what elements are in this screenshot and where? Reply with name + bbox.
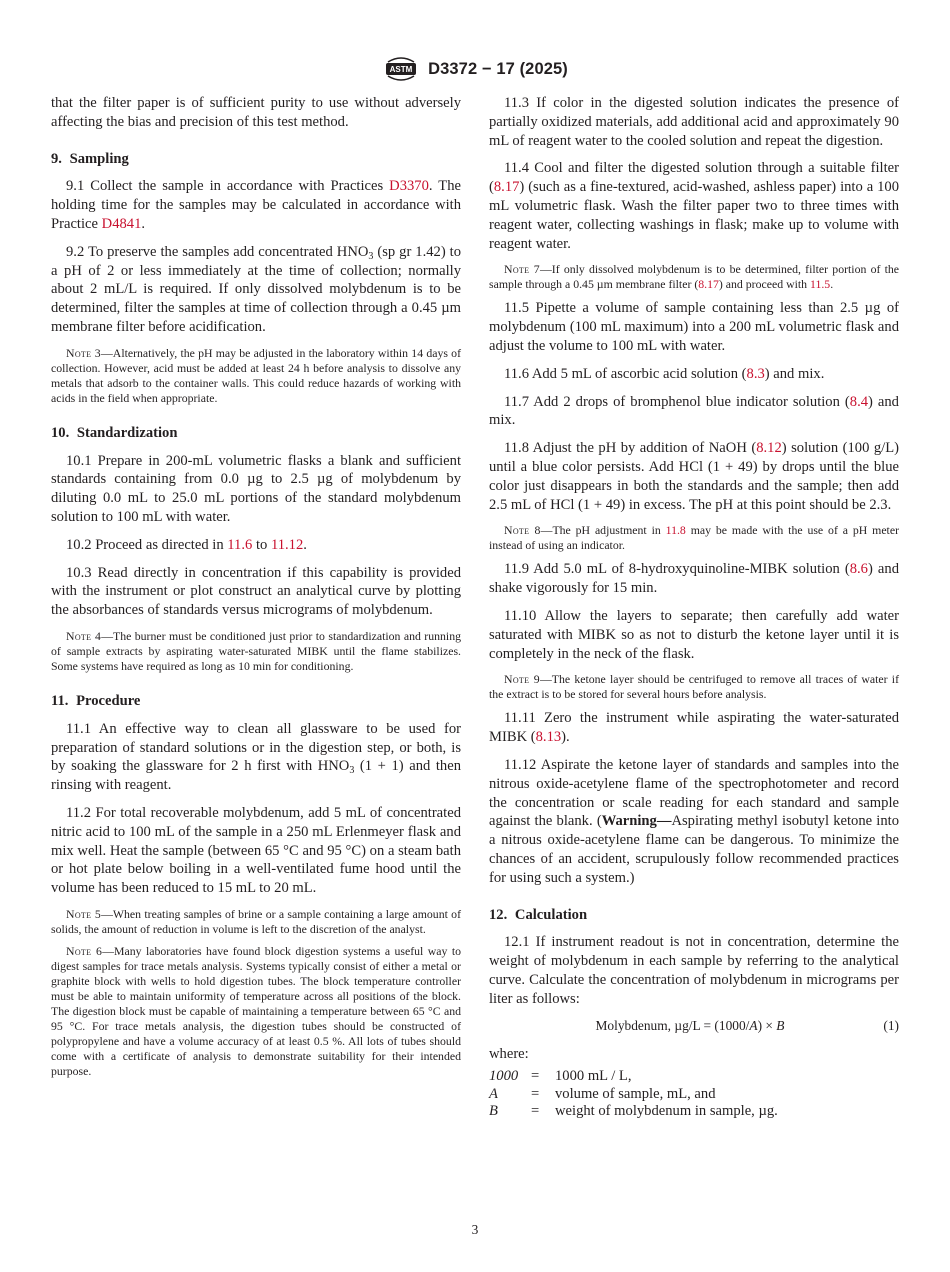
- paragraph-11-4: 11.4 Cool and filter the digested solution through a suitable filter (8.17) (such as a fine-textured, acid-washed, ashless paper) into a 100 mL volumetric flask. Wash the filter paper two to three times with reagent water, collecting washings in flask; make up to volume with reagent water.: [489, 160, 899, 252]
- ref-link-8-12[interactable]: 8.12: [756, 440, 782, 457]
- definition-list: [489, 1068, 899, 1121]
- definition-row: A = volume of sample, mL, and: [489, 1085, 716, 1102]
- note-6: Note 6—Many laboratories have found block digestion systems a useful way to digest samples for trace metals analysis. Systems typically consist of either a metal or graphite block with wells to hold digestion tubes. The block temperature controller must be able to maintain uniformity of temperature across all positions of the block. The digestion block must be capable of maintaining a temperature between 65 °C and 95 °C. For trace metals analysis, the digestion tubes should be constructed of polypropylene and have a volume accuracy of at least 0.5 %. All lots of tubes should come with a certificate of analysis to demonstrate suitability for their intended purpose.: [51, 943, 461, 1078]
- equation-1: Molybdenum, µg/L = (1000/A) × B (1): [489, 1017, 899, 1037]
- ref-link-8-6[interactable]: 8.6: [849, 561, 868, 578]
- section-heading-sampling: 9. Sampling: [51, 150, 129, 167]
- ref-link-11-12[interactable]: 11.12: [270, 536, 304, 553]
- page-header: [0, 52, 950, 86]
- ref-link-8-13[interactable]: 8.13: [535, 729, 562, 746]
- ref-link-d3370[interactable]: D3370: [389, 178, 429, 195]
- note-7: Note 7—If only dissolved molybdenum is to be determined, filter portion of the sample through a 0.45 µm membrane filter (8.17) and proceed with 11.5.: [489, 262, 899, 292]
- ref-link-8-4[interactable]: 8.4: [849, 393, 869, 410]
- page-number: 3: [471, 1222, 479, 1237]
- section-heading-calculation: 12. Calculation: [489, 906, 588, 923]
- section-heading-procedure: 11. Procedure: [51, 692, 141, 709]
- paragraph-10-1: 10.1 Prepare in 200-mL volumetric flasks a blank and sufficient standards containing from 0.0 µg to 2.5 µg of molybdenum by diluting 0.0 mL to 25.0 mL portions of the standard molybdenum solution to 100 mL with water.: [51, 452, 461, 525]
- warning-label: Warning—: [601, 813, 672, 830]
- ref-link-8-17[interactable]: 8.17: [698, 277, 719, 292]
- paragraph-10-3: 10.3 Read directly in concentration if this capability is provided with the instrument or plot construct an analytical curve by plotting the absorbances of standards versus micrograms of molybdenum.: [51, 564, 461, 619]
- ref-link-11-6[interactable]: 11.6: [227, 536, 253, 553]
- ref-link-8-3[interactable]: 8.3: [746, 365, 765, 382]
- left-column: [51, 94, 461, 1086]
- paragraph-11-12: 11.12 Aspirate the ketone layer of standards and samples into the nitrous oxide-acetylene flame of the spectrophotometer and record the concentration or scale reading for each standard and sample against the blank. (Warning—Aspirating methyl isobutyl ketone into a nitrous oxide-acetylene flame can be dangerous. To minimize the chances of an accident, scrupulously follow recommended practices for using such a system.): [489, 756, 899, 886]
- paragraph-11-3: 11.3 If color in the digested solution indicates the presence of partially oxidized materials, add additional acid and approximately 90 mL of reagent water to the cooled solution and repeat the digestion.: [489, 95, 899, 149]
- note-4: Note 4—The burner must be conditioned just prior to standardization and running of sample extracts by aspirating water-saturated MIBK until the flame stabilizes. Some systems have required as long as 10 min for conditioning.: [51, 628, 461, 673]
- note-5: Note 5—When treating samples of brine or a sample containing a large amount of solids, the amount of reduction in volume is left to the discretion of the analyst.: [51, 906, 462, 936]
- right-column: [489, 94, 899, 1121]
- paragraph-11-1: 11.1 An effective way to clean all glassware to be used for preparation of standard solutions or in the digestion step, or both, is by soaking the glassware for 2 h first with $HNO_3$ (1 + 1) and then rinsing with reagent.: [51, 720, 461, 794]
- where-label: where:: [489, 1046, 529, 1063]
- paragraph-11-6: 11.6 Add 5 mL of ascorbic acid solution (8.3) and mix.: [504, 365, 825, 382]
- paragraph-11-5: 11.5 Pipette a volume of sample containing less than 2.5 µg of molybdenum (100 mL maximum) into a 200 mL volumetric flask and adjust the volume to 100 mL with water.: [489, 300, 899, 354]
- note-3: Note 3—Alternatively, the pH may be adjusted in the laboratory within 14 days of collection. However, acid must be added at least 24 h before analysis to dissolve any metals that adsorb to the container walls. This could reduce hazards of working with acids in the field when appropriate.: [51, 345, 461, 405]
- paragraph-12-1: 12.1 If instrument readout is not in concentration, determine the weight of molybdenum in each sample by referring to the analytical curve. Calculate the concentration of molybdenum in micrograms per liter as follows:: [489, 934, 899, 1007]
- definition-row: B = weight of molybdenum in sample, µg.: [489, 1103, 778, 1120]
- paragraph-11-10: 11.10 Allow the layers to separate; then carefully add water saturated with MIBK so as not to disturb the ketone layer until it is completely in the neck of the flask.: [489, 607, 899, 662]
- paragraph-10-2: 10.2 Proceed as directed in 11.6 to 11.12.: [66, 536, 307, 553]
- continued-paragraph: that the filter paper is of sufficient purity to use without adversely affecting the bias and precision of this test method.: [51, 95, 461, 130]
- section-heading-standardization: 10. Standardization: [51, 424, 178, 441]
- ref-link-11-8[interactable]: 11.8: [665, 523, 686, 538]
- note-9: Note 9—The ketone layer should be centrifuged to remove all traces of water if the extract is to be stored for several hours before analysis.: [489, 672, 900, 702]
- definition-row: 1000 = 1000 mL / L,: [489, 1068, 632, 1085]
- ref-link-d4841[interactable]: D4841: [101, 215, 142, 232]
- paragraph-11-8: 11.8 Adjust the pH by addition of NaOH (8.12) solution (100 g/L) until a blue color persists. Add HCl (1 + 49) by drops until the blue color just disappears in both the standards and the sample; then add 2.5 mL of HCl (1 + 49) in excess. The pH at this point should be 2.3.: [489, 440, 899, 513]
- astm-logo-icon: [382, 52, 420, 86]
- ref-link-8-17[interactable]: 8.17: [493, 179, 520, 196]
- paragraph-11-7: 11.7 Add 2 drops of bromphenol blue indicator solution (8.4) and mix.: [489, 393, 899, 429]
- equation-number: (1): [883, 1018, 899, 1034]
- ref-link-11-5[interactable]: 11.5: [810, 277, 831, 292]
- paragraph-9-2: 9.2 To preserve the samples add concentrated $HNO_3$ (sp gr 1.42) to a pH of 2 or less immediately at the time of collection; normally about 2 mL/L is required. If only dissolved molybdenum is to be determined, filter the samples at time of collection through a 0.45 µm membrane filter before acidification.: [51, 243, 461, 335]
- svg-text:ASTM: ASTM: [389, 65, 413, 74]
- paragraph-11-9: 11.9 Add 5.0 mL of 8-hydroxyquinoline-MIBK solution (8.6) and shake vigorously for 15 min.: [489, 561, 899, 597]
- paragraph-11-2: 11.2 For total recoverable molybdenum, add 5 mL of concentrated nitric acid to 100 mL of the sample in a 250 mL Erlenmeyer flask and mix well. Heat the sample (between 65 °C and 95 °C) on a steam bath or hot plate below boiling in a well-ventilated fume hood until the volume has been reduced to 15 mL to 20 mL.: [51, 804, 461, 897]
- paragraph-11-11: 11.11 Zero the instrument while aspirating the water-saturated MIBK (8.13).: [489, 710, 899, 746]
- paragraph-9-1: 9.1 Collect the sample in accordance with Practices D3370. The holding time for the samples may be calculated in accordance with Practice D4841.: [51, 178, 461, 232]
- note-8: Note 8—The pH adjustment in 11.8 may be made with the use of a pH meter instead of using an indicator.: [489, 523, 899, 553]
- document-designation: D3372 − 17 (2025): [428, 59, 568, 78]
